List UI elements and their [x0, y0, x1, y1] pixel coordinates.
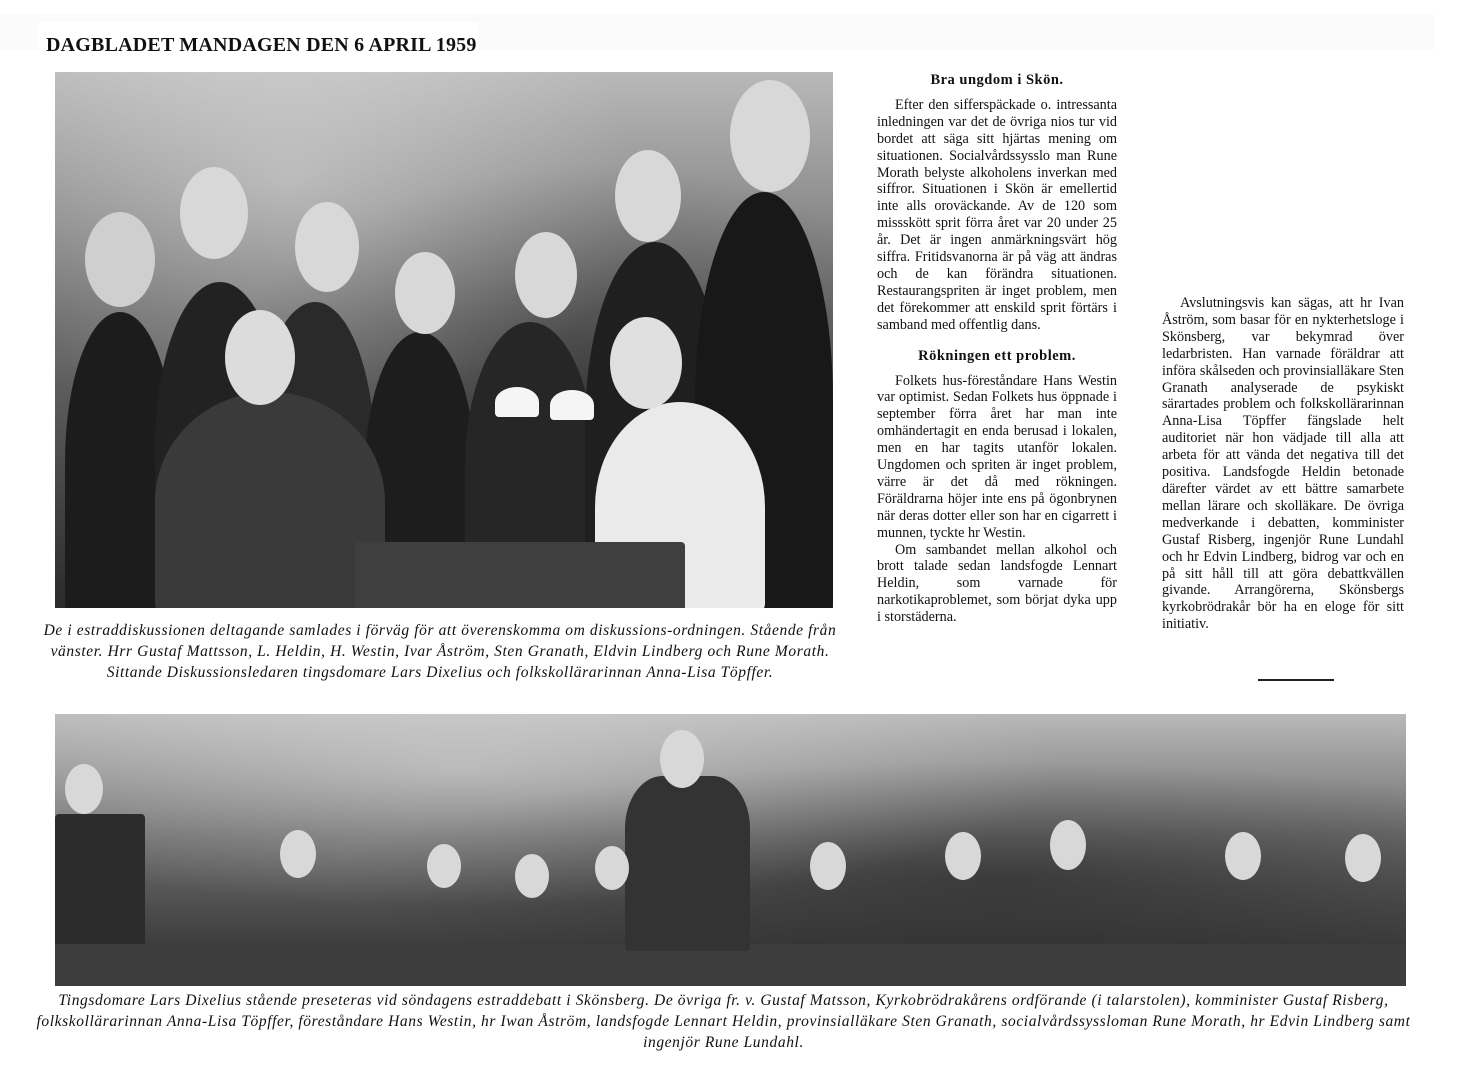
photo-bottom-caption: Tingsdomare Lars Dixelius stående preseteras vid söndagens estraddebatt i Skönsberg. De övriga fr. v. Gustaf Matsson, Kyrkobrödrakårens ordförande (i talarstolen), komminister Gustaf Risberg, folkskollärarinnan Anna-Lisa Töpffer, föreståndare Hans Westin, hr Iwan Åström, landsfogde Lennart Heldin, provinsialläkare Sten Granath, socialvårdssyssloman Rune Morath, hr Edvin Lindberg samt ingenjör Rune Lundahl.: [36, 992, 1411, 1051]
paragraph-rokningen-1: Folkets hus-föreståndare Hans Westin var optimist. Sedan Folkets hus öppnade i september förra året har man inte omhändertagit en enda berusad i lokalen, men en har tagits utanför lokalen. Ungdomen och spriten är inget problem, värre är det då med rökningen. Föräldrarna höjer inte ens på ögonbrynen när deras dotter eller son har en cigarrett i munnen, tyckte hr Westin.: [877, 372, 1117, 541]
newspaper-masthead: [38, 22, 478, 68]
paragraph-bra-ungdom: Efter den sifferspäckade o. intressanta inledningen var det de övriga nios tur vid bordet att säga sitt hjärtas mening om situationen. Socialvårdssysslo man Rune Morath belyste alkoholens inverkan med siffror. Situationen i Skön är emellertid inte alls oroväckande. Av de 120 som missskött sprit förra året var 20 under 25 år. Det är ingen anmärkningsvärt hög siffra. Fritidsvanorna är på väg att ändras och de kan förändra situationen. Restaurangspriten är inget problem, men det förekommer att enskild sprit förtärs i samband med offentlig dans.: [877, 96, 1117, 333]
article-column-1: [877, 72, 1117, 626]
heading-rokningen: Rökningen ett problem.: [918, 347, 1076, 364]
paragraph-rokningen-2: Om sambandet mellan alkohol och brott talade sedan landsfogde Lennart Heldin, som varnade för narkotikaproblemet, som börjat dyka upp i storstäderna.: [877, 541, 1117, 626]
photo-group-meeting: [55, 72, 833, 608]
end-rule: [1258, 679, 1334, 681]
masthead-text: DAGBLADET MANDAGEN DEN 6 APRIL 1959: [46, 33, 477, 56]
photo-panel-debate: [55, 714, 1406, 986]
photo-top-caption: De i estraddiskussionen deltagande samlades i förväg för att överenskomma om diskussions-ordningen. Stående från vänster. Hrr Gustaf Mattsson, L. Heldin, H. Westin, Ivar Åström, Sten Granath, Eldvin Lindberg och Rune Morath. Sittande Diskussionsledaren tingsdomare Lars Dixelius och folkskollärarinnan Anna-Lisa Töpffer.: [43, 622, 837, 681]
paragraph-avslutningsvis: Avslutningsvis kan sägas, att hr Ivan Åström, som basar för en nykterhetsloge i Skönsberg, var bekymrad över ledarbristen. Han varnade föräldrar att införa skålseden och provinsialläkare Sten Granath analyserade de psykiskt särartades problem och folkskollärarinnan Anna-Lisa Töpffer fängslade helt auditoriet när hon vädjade till alla att arbeta för att vända det negativa till det positiva. Landsfogde Heldin betonade därefter värdet av ett bättre samarbete mellan lärare och skolläkare. De övriga medverkande i debatten, komminister Gustaf Risberg, ingenjör Rune Lundahl och hr Edvin Lindberg, bidrog var och en på sitt håll till att göra debattkvällen givande. Arrangörerna, Skönsbergs kyrkobrödrakår bör ha en eloge för sitt initiativ.: [1162, 295, 1404, 633]
article-column-2: [1162, 295, 1404, 633]
heading-bra-ungdom: Bra ungdom i Skön.: [930, 72, 1064, 88]
